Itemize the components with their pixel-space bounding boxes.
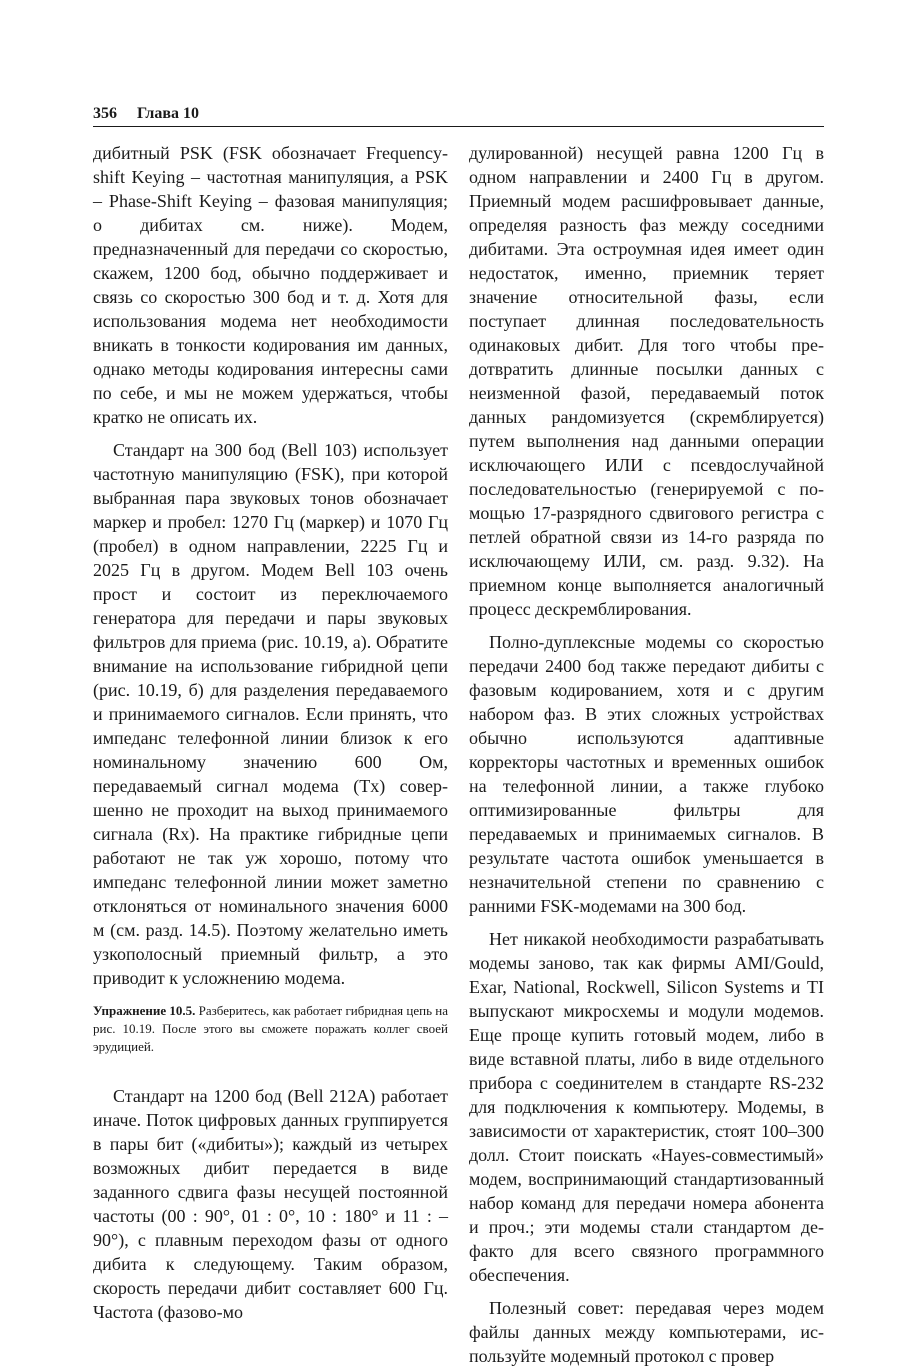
paragraph: дулированной) несущей равна 1200 Гц в одном направлении и 2400 Гц в другом. Приемный модем расшифровывает данные, определяя разность фаз между соседними дибитами. Эта остроумная идея имеет один недостаток, именно, приемник теряет значение относительной фазы, если поступает длинная последовательность одинаковых дибит. Для того чтобы предотвратить длинные посылки данных с неизменной фазой, передаваемый поток данных рандомизуется (скремблируется) путем выполнения над данными операции исключающего ИЛИ с псевдослучайной последовательностью (генерируемой с помощью 17-разрядного сдвигового регистра с петлей обратной связи из 14-го разряда по исключающему ИЛИ, см. разд. 9.32). На приемном конце выполняется аналогичный процесс дескремблирования. [469,143,824,619]
right-column [469,141,824,1368]
exercise-note [93,1002,448,1056]
running-header [93,104,824,127]
paragraph: Нет никакой необходимости разрабатывать модемы заново, так как фирмы AMI/Gould, Exar, National, Rockwell, Silicon Systems и TI выпускают микросхемы и модули модемов. Еще проще купить готовый модем, либо в виде вставной платы, либо в виде отдельного прибора с соединителем в стандарте RS-232 для подключения к компьютеру. Модемы, в зависимости от характеристик, стоят 100–300 долл. Стоит поискать «Hayes-совместимый» модем, воспринимающий стандартизованный набор команд для передачи номера абонента и проч.; эти модемы стали стандартом де-факто для всего связного программного обеспечения. [469,929,824,1285]
paragraph: Стандарт на 1200 бод (Bell 212A) работает иначе. Поток цифровых данных группируется в пары бит («дибиты»); каждый из четырех возможных дибит передается в виде заданного сдвига фазы несущей постоянной частоты (00 : 90°, 01 : 0°, 10 : 180° и 11 : –90°), с плавным переходом фазы от одного дибита к следующему. Таким образом, скорость передачи дибит составляет 600 Гц. Частота (фазово-мо [93,1086,448,1322]
exercise-label: Упражнение 10.5. [93,1003,196,1018]
paragraph: Стандарт на 300 бод (Bell 103) использует частотную манипуляцию (FSK), при которой выбранная пара звуковых тонов обозначает маркер и пробел: 1270 Гц (маркер) и 1070 Гц (пробел) в одном направлении, 2225 Гц и 2025 Гц в другом. Модем Bell 103 очень прост и состоит из переключаемого генератора для передачи и пары звуковых фильтров для приема (рис. 10.19, а). Обратите внимание на использование гибридной цепи (рис. 10.19, б) для разделения передаваемого и принимаемого сигналов. Если принять, что импеданс телефонной линии близок к его номинальному значению 600 Ом, передаваемый сигнал модема (Tx) совершенно не проходит на выход принимаемого сигнала (Rx). На практике гибридные цепи работают не так уж хорошо, потому что импеданс телефонной линии может заметно отклоняться от номинального значения 6000 м (см. разд. 14.5). Поэтому желательно иметь узкополосный приемный фильтр, а это приводит к усложнению модема. [93,440,448,988]
paragraph: Полезный совет: передавая через модем файлы данных между компьютерами, используйте модемный протокол с провер [469,1298,824,1366]
exercise-text: Разберитесь, как работает гибридная цепь на рис. 10.19. После этого вы сможете поражать коллег своей эрудицией. [93,1003,449,1054]
paragraph: дибитный PSK (FSK обозначает Frequency-shift Keying – частотная манипуляция, а PSK – Phase-Shift Keying – фазовая манипуляция; о дибитах см. ниже). Модем, предназначенный для передачи со скоростью, скажем, 1200 бод, обычно поддерживает и связь со скоростью 300 бод и т. д. Хотя для использования модема нет необходимости вникать в тонкости кодирования им данных, однако методы кодирования интересны сами по себе, и мы не можем удержаться, чтобы кратко не описать их. [93,143,448,427]
page-number: 356 [93,105,117,122]
paragraph: Полно-дуплексные модемы со скоростью передачи 2400 бод также передают дибиты с фазовым кодированием, хотя и с другим набором фаз. В этих сложных устройствах обычно используются адаптивные корректоры частотных и временных ошибок на телефонной линии, а также глубоко оптимизированные фильтры для передаваемых и принимаемых сигналов. В результате частота ошибок уменьшается в незначительной степени по сравнению с ранними FSK-модемами на 300 бод. [469,632,824,916]
left-column [93,141,448,1324]
chapter-title: Глава 10 [137,105,199,122]
